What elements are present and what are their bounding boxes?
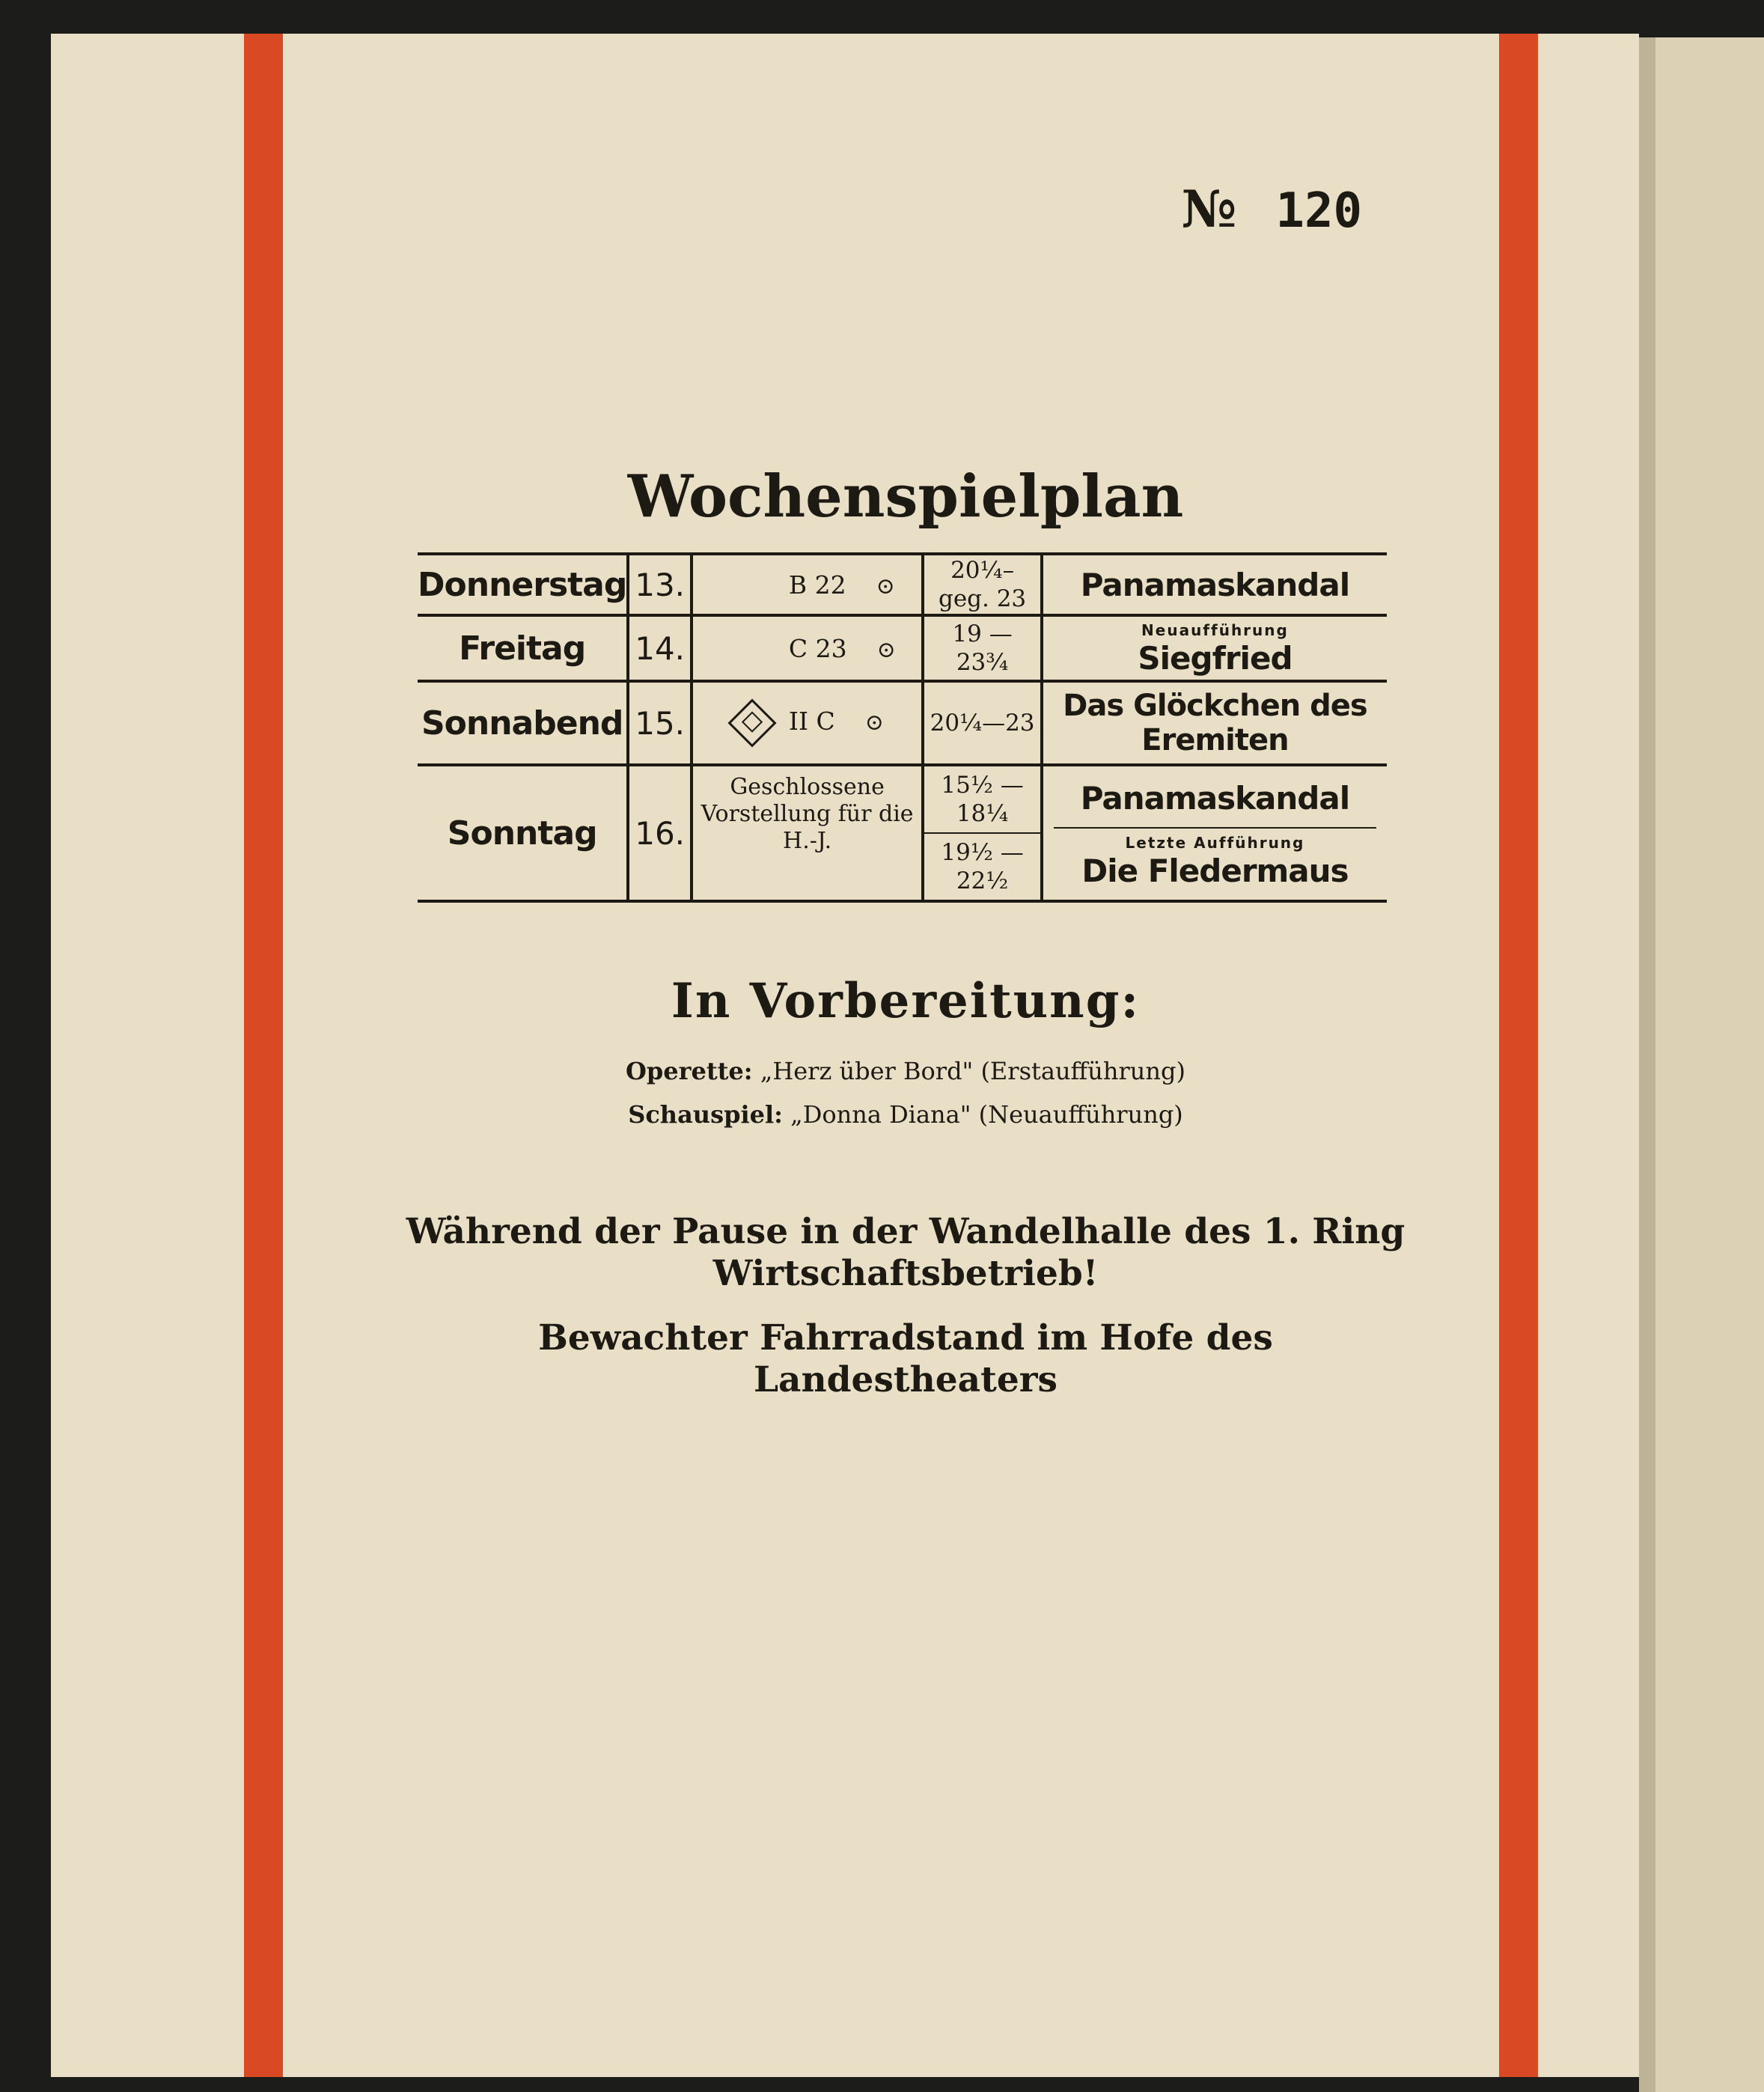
preparation-item: Schauspiel: „Donna Diana" (Neuaufführung) <box>628 1100 1183 1129</box>
time-cell: 19 — 23¾ <box>923 615 1042 681</box>
right-red-stripe <box>1499 34 1538 2077</box>
day-cell: Donnerstag <box>418 554 628 615</box>
program-number: № 120 <box>1181 180 1362 240</box>
weekly-schedule-table <box>418 552 1387 903</box>
subscription-cell: II C ⊙ <box>692 681 923 765</box>
time-cell: 15½ — 18¼ 19½ — 22½ <box>923 765 1042 901</box>
circle-dot-icon: ⊙ <box>876 573 895 600</box>
left-red-stripe <box>244 34 283 2077</box>
play-note: Letzte Aufführung <box>1125 834 1305 852</box>
in-preparation-title: In Vorbereitung: <box>671 973 1141 1029</box>
time-cell: 20¼– geg. 23 <box>923 554 1042 615</box>
preparation-item: Operette: „Herz über Bord" (Erstaufführung) <box>626 1057 1185 1085</box>
next-page-edge <box>1639 37 1764 2092</box>
subscription-cell: B 22 ⊙ <box>692 554 923 615</box>
program-page <box>51 34 1639 2077</box>
table-row <box>418 681 1387 765</box>
closed-performance-cell: Geschlossene Vorstellung für die H.-J. <box>692 765 923 901</box>
play-cell: Panamaskandal Letzte Aufführung Die Fledermaus <box>1042 765 1387 901</box>
play-cell: Das Glöckchen des Eremiten <box>1042 681 1387 765</box>
ring-logo-icon <box>727 698 776 747</box>
date-cell: 14. <box>628 615 692 681</box>
time-cell: 20¼—23 <box>923 681 1042 765</box>
circle-dot-icon: ⊙ <box>864 710 884 736</box>
day-cell: Sonnabend <box>418 681 628 765</box>
play-cell: Neuaufführung Siegfried <box>1042 615 1387 681</box>
play-note: Neuaufführung <box>1141 620 1289 639</box>
date-cell: 15. <box>628 681 692 765</box>
date-cell: 16. <box>628 765 692 901</box>
page-title: Wochenspielplan <box>627 463 1184 531</box>
circle-dot-icon: ⊙ <box>876 636 896 663</box>
intermission-note: Während der Pause in der Wandelhalle des 1. Ring Wirtschaftsbetrieb! <box>406 1211 1406 1294</box>
table-row <box>418 554 1387 615</box>
table-row <box>418 765 1387 901</box>
subscription-cell: C 23 ⊙ <box>692 615 923 681</box>
day-cell: Freitag <box>418 615 628 681</box>
day-cell: Sonntag <box>418 765 628 901</box>
play-cell: Panamaskandal <box>1042 554 1387 615</box>
bicycle-note: Bewachter Fahrradstand im Hofe des Landestheaters <box>538 1317 1273 1400</box>
table-row <box>418 615 1387 681</box>
date-cell: 13. <box>628 554 692 615</box>
